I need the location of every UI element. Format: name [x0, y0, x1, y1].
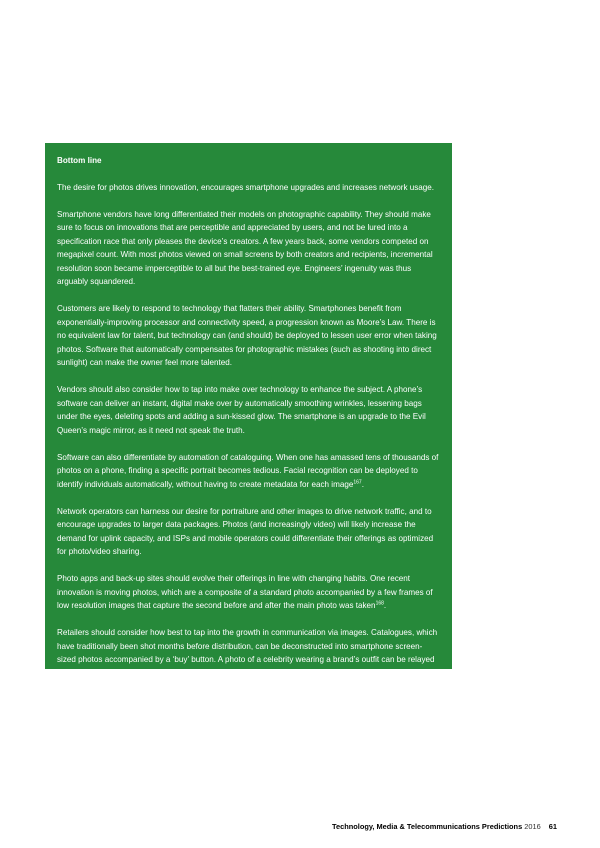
paragraph-6: Network operators can harness our desire for portraiture and other images to drive network traffic, and to encourage upgrades to larger data packages. Photos (and increasingly video) will likely increase the demand for uplink capacity, and ISPs and mobile operators could differentiate their offerings as optimized for photo/video sharing. — [57, 506, 434, 556]
paragraph-8: Retailers should consider how best to tap into the growth in communication via images. Catalogues, which have traditionally been shot months before distribution, can be deconstructed into smartphone screen-sized photos accompanied by a ‘buy’ button. A photo of a celebrity wearing a brand’s outfit can be relayed immediately to fans – there is no need to wait for this to appear in a newspaper, magazine or on a website. — [57, 628, 439, 678]
page-footer — [332, 822, 557, 831]
paragraph-7-end: . — [383, 601, 387, 610]
footer-title: Technology, Media & Telecommunications Predictions — [332, 822, 523, 831]
paragraph-5 — [57, 451, 441, 492]
paragraph-3: Customers are likely to respond to technology that flatters their ability. Smartphones benefit from exponentially-improving processor and connectivity speed, a progression known as Moore’s Law. There is no equivalent law for talent, but technology can (and should) be deployed to lessen user error when taking photos. Software that automatically compensates for photographic mistakes (such as shooting into direct sunlight) can make the owner feel more talented. — [57, 304, 437, 367]
paragraph-5-text: Software can also differentiate by automation of cataloguing. When one has amassed tens of thousands of photos on a phone, finding a specific portrait becomes tedious. Facial recognition can be deployed to identify individuals automatically, without having to create metadata for each image — [57, 452, 439, 489]
paragraph-7 — [57, 572, 441, 613]
box-heading: Bottom line — [57, 156, 102, 165]
paragraph-5-end: . — [361, 479, 364, 489]
page-number: 61 — [548, 822, 557, 831]
paragraph-2: Smartphone vendors have long differentiated their models on photographic capability. They should make sure to focus on innovations that are perceptible and appreciated by users, and not be lured into a specification race that only pleases the device’s creators. A few years back, some vendors competed on megapixel count. With most photos viewed on small screens by both creators and recipients, incremental resolution soon became imperceptible to all but the best-trained eye. Engineers’ ingenuity was thus arguably squandered. — [57, 209, 433, 286]
footnote-ref-168: 168 — [375, 600, 384, 607]
paragraph-4: Vendors should also consider how to tap into make over technology to enhance the subject. A phone’s software can deliver an instant, digital make over by automatically smoothing wrinkles, lessening bags under the eyes, deleting spots and adding a sun-kissed glow. The smartphone is an upgrade to the Evil Queen’s magic mirror, as it need not speak the truth. — [57, 385, 426, 435]
footer-year: 2016 — [524, 822, 541, 831]
paragraph-7-text: Photo apps and back-up sites should evolve their offerings in line with changing habits. One recent innovation is moving photos, which are a composite of a standard photo accompanied by a few frames of low resolution images that capture the second before and after the main photo was taken — [57, 574, 433, 610]
bottom-line-box — [45, 143, 452, 678]
paragraph-1: The desire for photos drives innovation, encourages smartphone upgrades and increases network usage. — [57, 182, 435, 192]
footnote-ref-167: 167 — [353, 479, 362, 485]
